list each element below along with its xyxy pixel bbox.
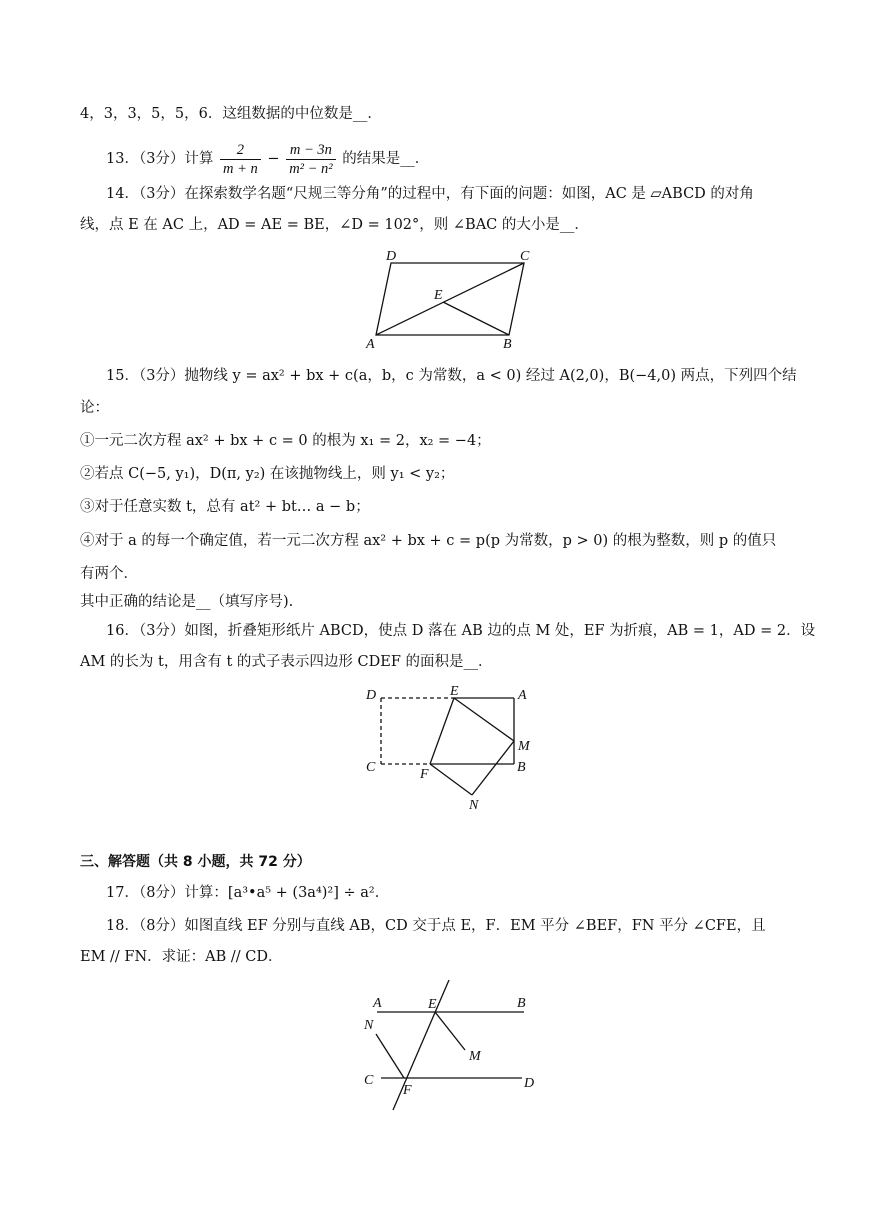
q16-label-m: M <box>518 739 530 754</box>
q15-conclusion-4a: ④对于 a 的每一个确定值，若一元二次方程 ax² + bx + c = p(p 为常数，p > 0) 的根为整数，则 p 的值只 <box>80 533 777 549</box>
q16-label-n: N <box>469 798 479 813</box>
q16-line-1: 16．（3分）如图，折叠矩形纸片 ABCD，使点 D 落在 AB 边的点 M 处，EF 为折痕，AB = 1，AD = 2．设 <box>106 623 816 639</box>
q14-label-b: B <box>503 337 512 352</box>
q18-line-1: 18．（8分）如图直线 EF 分别与直线 AB，CD 交于点 E，F．EM 平分 ∠BEF，FN 平分 ∠CFE，且 <box>106 918 766 934</box>
q15-conclusion-1: ①一元二次方程 ax² + bx + c = 0 的根为 x₁ = 2，x₂ = −4； <box>80 433 491 449</box>
q18-label-b: B <box>517 996 526 1011</box>
q13-frac1-numerator: 2 <box>220 141 261 160</box>
q13-frac2-numerator: m − 3n <box>286 141 335 160</box>
q18-label-c: C <box>364 1073 374 1088</box>
q14-label-a: A <box>366 337 375 352</box>
q15-conclusion-4b: 有两个． <box>80 566 138 582</box>
q14-line-2: 线，点 E 在 AC 上，AD = AE = BE，∠D = 102°，则 ∠BAC 的大小是__． <box>80 217 589 233</box>
q12-tail-text: 4，3，3，5，5，6．这组数据的中位数是__． <box>80 106 382 122</box>
q13-prefix: 13．（3分）计算 <box>106 151 214 167</box>
q18-line-2: EM // FN．求证：AB // CD． <box>80 949 283 965</box>
q18-label-n: N <box>364 1018 374 1033</box>
q15-line-1: 15．（3分）抛物线 y = ax² + bx + c(a，b，c 为常数，a < 0) 经过 A(2,0)，B(−4,0) 两点，下列四个结 <box>106 368 797 384</box>
q17-text: 17．（8分）计算：[a³•a⁵ + (3a⁴)²] ÷ a²． <box>106 885 390 901</box>
q15-line-2: 论： <box>80 400 109 416</box>
q14-label-d: D <box>386 249 397 264</box>
q18-label-f: F <box>403 1083 412 1098</box>
q18-label-d: D <box>524 1076 535 1091</box>
q15-conclusion-3: ③对于任意实数 t，总有 at² + bt… a − b； <box>80 499 370 515</box>
q15-conclusion-2: ②若点 C(−5, y₁)，D(π, y₂) 在该抛物线上，则 y₁ < y₂； <box>80 466 455 482</box>
q13-fraction-1 <box>220 141 261 178</box>
q16-label-d: D <box>366 688 377 703</box>
q13-frac2-denominator: m² − n² <box>289 160 333 177</box>
q16-label-c: C <box>366 760 376 775</box>
q16-label-a: A <box>518 688 527 703</box>
q16-label-b: B <box>517 760 526 775</box>
q15-ask: 其中正确的结论是__（填写序号). <box>80 594 294 610</box>
q18-label-e: E <box>428 997 437 1012</box>
q18-label-a: A <box>373 996 382 1011</box>
q14-line-1: 14．（3分）在探索数学名题“尺规三等分角”的过程中，有下面的问题：如图，AC 是 ▱ABCD 的对角 <box>106 186 754 202</box>
section-3-heading: 三、解答题（共 8 小题，共 72 分） <box>80 854 311 870</box>
q13-line <box>106 139 429 179</box>
q13-frac1-denominator: m + n <box>223 160 258 177</box>
q16-line-2: AM 的长为 t，用含有 t 的式子表示四边形 CDEF 的面积是__． <box>80 654 493 670</box>
q16-label-e: E <box>450 684 459 699</box>
q13-fraction-2 <box>286 141 335 178</box>
q16-label-f: F <box>420 767 429 782</box>
q18-label-m: M <box>469 1049 481 1064</box>
q13-minus: − <box>267 151 280 167</box>
q14-label-e: E <box>434 288 443 303</box>
q13-suffix: 的结果是__． <box>342 151 430 167</box>
q14-label-c: C <box>520 249 530 264</box>
